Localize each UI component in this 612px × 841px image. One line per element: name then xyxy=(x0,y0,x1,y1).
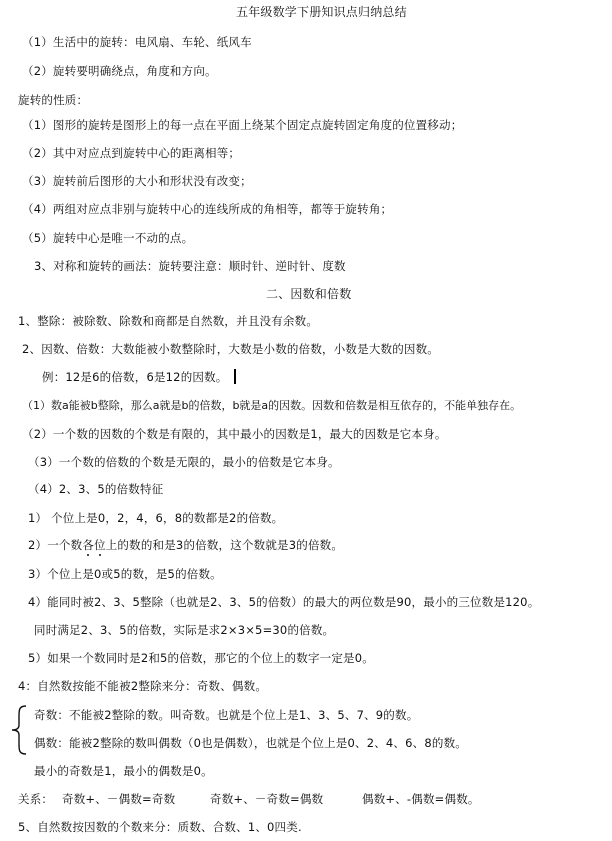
item-factor-multiple: 2、因数、倍数：大数能被小数整除时，大数是小数的倍数，小数是大数的因数。 xyxy=(22,342,440,356)
item-odd-even: 4：自然数按能不能被2整除来分：奇数、偶数。 xyxy=(18,679,268,693)
drawing-note: 3、对称和旋转的画法：旋转要注意：顺时针、逆时针、度数 xyxy=(34,259,346,273)
curly-brace-icon xyxy=(10,704,28,756)
document-title: 五年级数学下册知识点归纳总结 xyxy=(236,5,407,19)
point-4: （4）2、3、5的倍数特征 xyxy=(28,482,164,496)
feature-1: 1） 个位上是0，2，4，6，8的数都是2的倍数。 xyxy=(28,511,284,525)
rotation-property-4: （4）两组对应点非别与旋转中心的连线所成的角相等，都等于旋转角； xyxy=(22,202,393,216)
odd-definition: 奇数：不能被2整除的数。叫奇数。也就是个位上是1、3、5、7、9的数。 xyxy=(34,708,419,722)
relation-1: 奇数+、－偶数=奇数 xyxy=(62,792,176,806)
text-cursor xyxy=(234,369,236,384)
feature-2-dotted-char-2: 位 xyxy=(94,538,106,552)
feature-2-dotted-char-1: 各 xyxy=(82,538,95,552)
point-2: （2）一个数的因数的个数是有限的，其中最小的因数是1，最大的因数是它本身。 xyxy=(22,427,447,441)
rotation-property-5: （5）旋转中心是唯一不动的点。 xyxy=(22,231,194,245)
rotation-property-3: （3）旋转前后图形的大小和形状没有改变； xyxy=(22,174,252,188)
rotation-line-2: （2）旋转要明确绕点，角度和方向。 xyxy=(22,64,217,78)
point-3: （3）一个数的倍数的个数是无限的，最小的倍数是它本身。 xyxy=(28,455,340,469)
feature-5: 5）如果一个数同时是2和5的倍数，那它的个位上的数字一定是0。 xyxy=(28,651,374,665)
relation-label: 关系： xyxy=(18,792,54,806)
feature-4: 4）能同时被2、3、5整除（也就是2、3、5的倍数）的最大的两位数是90，最小的三位数是120。 xyxy=(28,595,540,609)
rotation-property-1: （1）图形的旋转是图形上的每一点在平面上绕某个固定点旋转固定角度的位置移动； xyxy=(22,118,463,132)
example-line xyxy=(42,369,236,385)
rotation-line-1: （1）生活中的旋转：电风扇、车轮、纸风车 xyxy=(22,35,252,49)
example-text: 例：12是6的倍数，6是12的因数。 xyxy=(42,370,228,384)
relation-2: 奇数+、－奇数=偶数 xyxy=(210,792,324,806)
section-heading-factors-multiples: 二、因数和倍数 xyxy=(266,287,352,301)
feature-2-post: 上的数的和是3的倍数，这个数就是3的倍数。 xyxy=(105,538,344,552)
item-divisibility: 1、整除：被除数、除数和商都是自然数，并且没有余数。 xyxy=(18,314,319,328)
rotation-property-2: （2）其中对应点到旋转中心的距离相等； xyxy=(22,146,241,160)
feature-4-note: 同时满足2、3、5的倍数，实际是求2×3×5=30的倍数。 xyxy=(34,623,335,637)
feature-2-pre: 2）一个数 xyxy=(28,538,83,552)
smallest-odd-even: 最小的奇数是1，最小的偶数是0。 xyxy=(34,764,213,778)
item-natural-number-classes: 5、自然数按因数的个数来分：质数、合数、1、0四类. xyxy=(18,820,302,834)
relation-3: 偶数+、-偶数=偶数。 xyxy=(362,792,480,806)
feature-2 xyxy=(28,537,343,553)
even-definition: 偶数：能被2整除的数叫偶数（0也是偶数），也就是个位上是0、2、4、6、8的数。 xyxy=(34,736,467,750)
feature-3: 3）个位上是0或5的数，是5的倍数。 xyxy=(28,567,222,581)
point-1: （1）数a能被b整除，那么a就是b的倍数，b就是a的因数。因数和倍数是相互依存的，不能单独存在。 xyxy=(22,399,522,412)
rotation-properties-heading: 旋转的性质： xyxy=(18,93,89,107)
